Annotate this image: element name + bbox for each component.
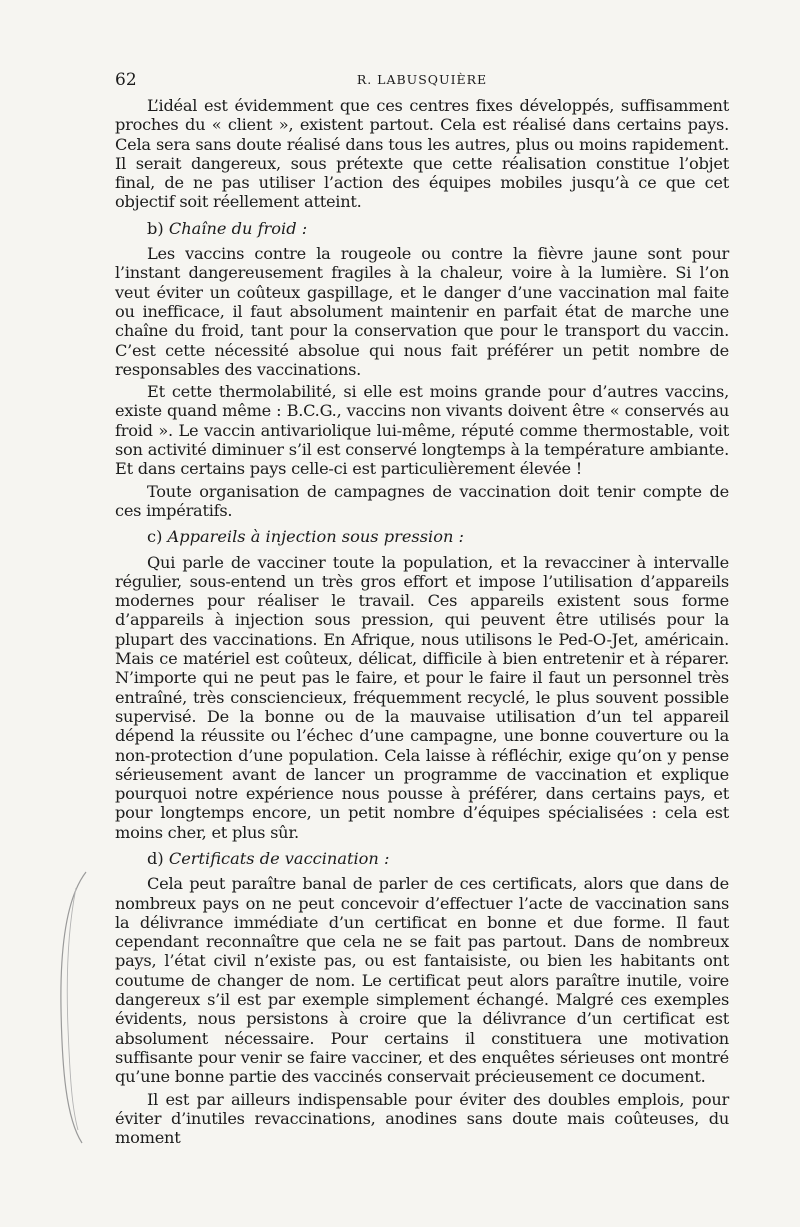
- section-title: Chaîne du froid :: [168, 218, 308, 238]
- section-title: Appareils à injection sous pression :: [167, 527, 464, 547]
- section-letter: b): [147, 218, 164, 238]
- page-header: [115, 70, 729, 96]
- section-title: Certificats de vaccination :: [168, 848, 390, 868]
- section-heading-d: [147, 849, 729, 868]
- section-letter: c): [147, 527, 163, 547]
- intro-paragraph: L’idéal est évidemment que ces centres fixes développés, suffisamment proches du « client », existent partout. Cela est réalisé dans certains pays. Cela sera sans doute réalisé dans tous les autres, plus ou moins rapidement. Il serait dangereux, sous prétexte que cette réalisation constitue l’objet final, de ne pas utiliser l’action des équipes mobiles jusqu’à ce que cet objectif soit réellement atteint.: [115, 96, 729, 212]
- page-number: 62: [115, 70, 137, 90]
- paragraph: Les vaccins contre la rougeole ou contre la fièvre jaune sont pour l’instant dangereusement fragiles à la chaleur, voire à la lumière. Si l’on veut éviter un coûteux gaspillage, et le danger d’une vaccination mal faite ou inefficace, il faut absolument maintenir en parfait état de marche une chaîne du froid, tant pour la conservation que pour le transport du vaccin. C’est cette nécessité absolue qui nous fait préférer un petit nombre de responsables des vaccinations.: [115, 244, 729, 379]
- section-heading-b: [147, 219, 729, 238]
- section-heading-c: [147, 527, 729, 546]
- margin-pencil-mark: [52, 868, 92, 1148]
- paragraph: Cela peut paraître banal de parler de ces certificats, alors que dans de nombreux pays on ne peut concevoir d’effectuer l’acte de vaccination sans la délivrance immédiate d’un certificat en bonne et due forme. Il faut cependant reconnaître que cela ne se fait pas partout. Dans de nombreux pays, l’état civil n’existe pas, ou est fantaisiste, ou bien les habitants ont coutume de changer de nom. Le certificat peut alors paraître inutile, voire dangereux s’il est par exemple simplement échangé. Malgré ces exemples évidents, nous persistons à croire que la délivrance d’un certificat est absolument nécessaire. Pour certains il constituera une motivation suffisante pour venir se faire vacciner, et des enquêtes sérieuses ont montré qu’une bonne partie des vaccinés conservait précieusement ce document.: [115, 874, 729, 1087]
- paragraph: Et cette thermolabilité, si elle est moins grande pour d’autres vaccins, existe quand même : B.C.G., vaccins non vivants doivent être « conservés au froid ». Le vaccin antivariolique lui-même, réputé comme thermostable, voit son activité diminuer s’il est conservé longtemps à la température ambiante. Et dans certains pays celle-ci est particulièrement élevée !: [115, 382, 729, 479]
- running-head: R. LABUSQUIÈRE: [356, 72, 488, 87]
- document-page: [115, 70, 729, 1147]
- paragraph: Il est par ailleurs indispensable pour éviter des doubles emplois, pour éviter d’inutiles revaccinations, anodines sans doute mais coûteuses, du moment: [115, 1089, 729, 1148]
- paragraph: Toute organisation de campagnes de vaccination doit tenir compte de ces impératifs.: [115, 481, 729, 520]
- section-letter: d): [147, 848, 164, 868]
- paragraph: Qui parle de vacciner toute la population, et la revacciner à intervalle régulier, sous-entend un très gros effort et impose l’utilisation d’appareils modernes pour réaliser le travail. Ces appareils existent sous forme d’appareils à injection sous pression, qui peuvent être utilisés pour la plupart des vaccinations. En Afrique, nous utilisons le Ped-O-Jet, américain. Mais ce matériel est coûteux, délicat, difficile à bien entretenir et à réparer. N’importe qui ne peut pas le faire, et pour le faire il faut un personnel très entraîné, très consciencieux, fréquemment recyclé, le plus souvent possible supervisé. De la bonne ou de la mauvaise utilisation d’un tel appareil dépend la réussite ou l’échec d’une campagne, une bonne couverture ou la non-protection d’une population. Cela laisse à réfléchir, exige qu’on y pense sérieusement avant de lancer un programme de vaccination et explique pourquoi notre expérience nous pousse à préférer, dans certains pays, et pour longtemps encore, un petit nombre d’équipes spécialisées : cela est moins cher, et plus sûr.: [115, 552, 729, 842]
